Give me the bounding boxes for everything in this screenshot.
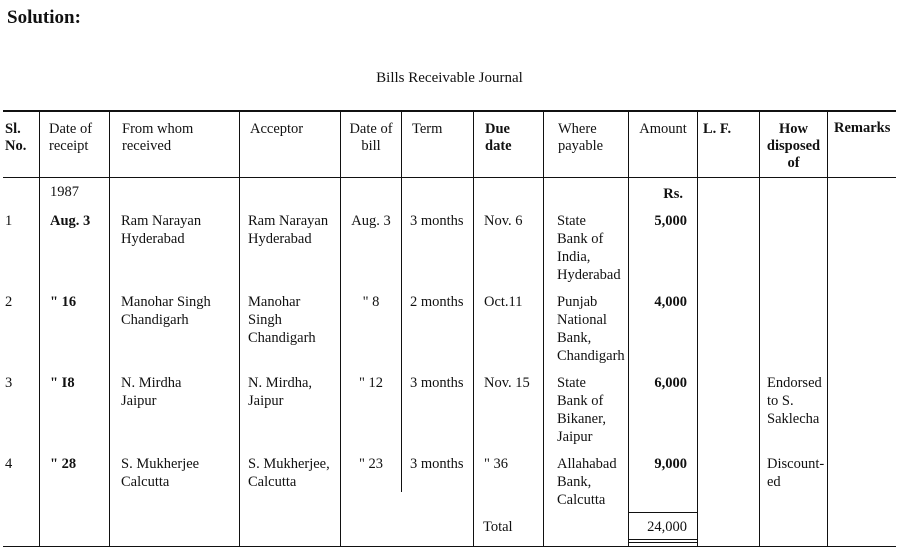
cell-sl-no: 4 (5, 456, 13, 472)
header-acceptor: Acceptor (250, 121, 304, 137)
header-how-disposed: How disposed of (766, 121, 821, 171)
cell-amount: 5,000 (654, 213, 687, 229)
cell-acceptor: Manohar Singh Chandigarh (248, 294, 316, 346)
total-underline-1 (629, 539, 697, 540)
solution-heading: Solution: (7, 7, 81, 28)
cell-how-disposed: Endorsed to S. Saklecha (767, 375, 822, 427)
journal-title: Bills Receivable Journal (376, 70, 523, 86)
cell-date: " 16 (50, 294, 77, 310)
header-date-of-receipt: Date of receipt (49, 121, 93, 154)
header-from-whom: From whom received (122, 121, 194, 154)
table-bottom-rule (3, 546, 896, 547)
total-underline-2 (629, 542, 697, 543)
col-rule-2 (109, 110, 110, 547)
cell-bill-date: " 8 (362, 294, 380, 310)
col-rule-3 (239, 110, 240, 547)
cell-date: " 28 (50, 456, 77, 472)
total-amount: 24,000 (647, 519, 687, 535)
total-label: Total (483, 519, 513, 535)
cell-sl-no: 1 (5, 213, 13, 229)
cell-bill-date: Aug. 3 (351, 213, 391, 229)
cell-from-whom: Ram Narayan Hyderabad (121, 213, 202, 247)
cell-acceptor: S. Mukherjee, Calcutta (248, 456, 330, 490)
header-sl-no (5, 121, 38, 155)
col-rule-10 (759, 110, 760, 547)
header-where-payable: Where payable (558, 121, 604, 154)
header-amount: Amount (639, 121, 687, 137)
table-top-rule (3, 110, 896, 112)
cell-amount: 6,000 (654, 375, 687, 391)
cell-due-date: Nov. 6 (484, 213, 523, 229)
cell-from-whom: S. Mukherjee Calcutta (121, 456, 200, 490)
col-rule-5b (401, 178, 402, 492)
cell-due-date: Oct.11 (484, 294, 523, 310)
header-term: Term (412, 121, 443, 137)
cell-date: " I8 (50, 375, 75, 391)
cell-sl-no: 3 (5, 375, 13, 391)
col-rule-8 (628, 110, 629, 547)
col-rule-9 (697, 110, 698, 547)
cell-how-disposed: Discount- ed (767, 456, 825, 490)
header-lf: L. F. (703, 121, 732, 137)
header-due-date: Due date (485, 121, 512, 154)
col-rule-5a (401, 110, 402, 178)
cell-term: 3 months (410, 456, 464, 472)
currency-label: Rs. (663, 186, 683, 202)
col-rule-1 (39, 110, 40, 547)
cell-amount: 9,000 (654, 456, 687, 472)
cell-due-date: " 36 (484, 456, 509, 472)
col-rule-6 (473, 110, 474, 547)
header-sl-no-text: Sl. No. (5, 121, 27, 154)
col-rule-11 (827, 110, 828, 547)
year-label: 1987 (50, 184, 79, 200)
cell-where-payable: Allahabad Bank, Calcutta (557, 456, 617, 508)
cell-term: 2 months (410, 294, 464, 310)
header-remarks: Remarks (834, 120, 891, 136)
total-top-rule (629, 512, 697, 513)
cell-acceptor: N. Mirdha, Jaipur (248, 375, 313, 409)
header-date-of-bill: Date of bill (349, 121, 393, 154)
cell-from-whom: N. Mirdha Jaipur (121, 375, 182, 409)
col-rule-4 (340, 110, 341, 547)
cell-term: 3 months (410, 375, 464, 391)
cell-where-payable: Punjab National Bank, Chandigarh (557, 294, 625, 364)
cell-bill-date: " 23 (358, 456, 384, 472)
col-rule-7 (543, 110, 544, 547)
cell-where-payable: State Bank of Bikaner, Jaipur (557, 375, 606, 445)
cell-acceptor: Ram Narayan Hyderabad (248, 213, 329, 247)
cell-amount: 4,000 (654, 294, 687, 310)
cell-bill-date: " 12 (358, 375, 384, 391)
cell-from-whom: Manohar Singh Chandigarh (121, 294, 211, 328)
cell-due-date: Nov. 15 (484, 375, 530, 391)
cell-date: Aug. 3 (50, 213, 91, 229)
cell-term: 3 months (410, 213, 464, 229)
header-bottom-rule (3, 177, 896, 178)
cell-sl-no: 2 (5, 294, 13, 310)
cell-where-payable: State Bank of India, Hyderabad (557, 213, 621, 283)
